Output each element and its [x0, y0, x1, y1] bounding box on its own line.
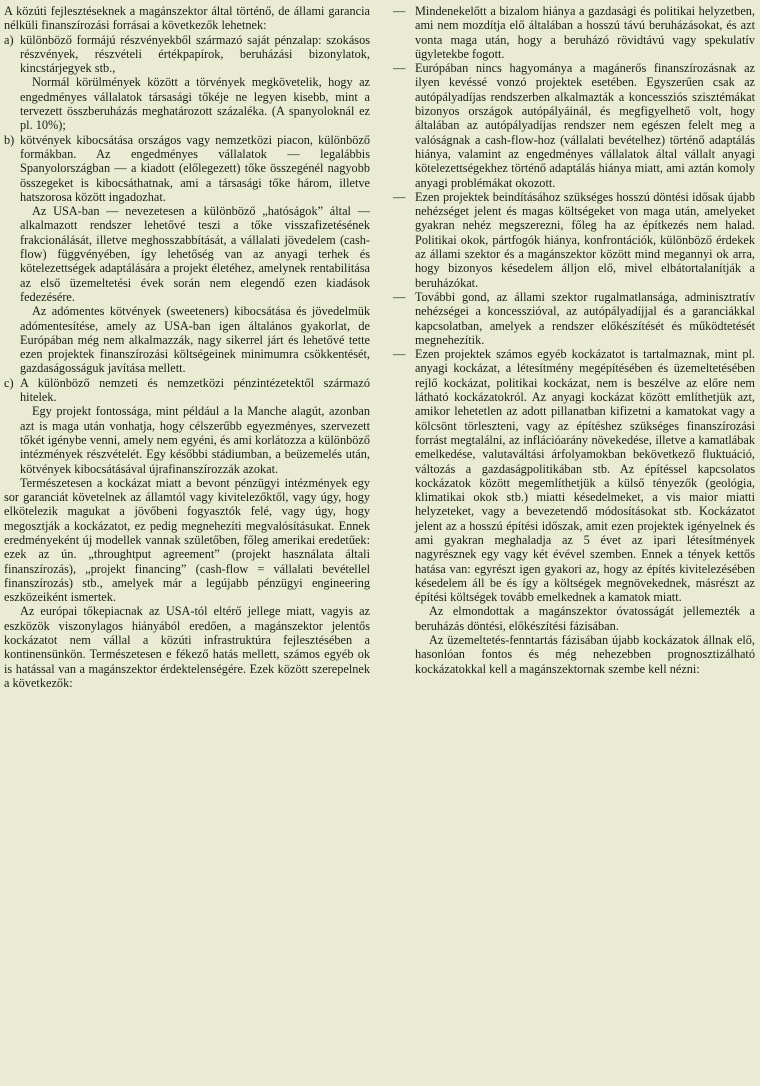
list-item-b: [4, 133, 370, 204]
dash-marker: —: [393, 189, 406, 204]
list-item-c: [4, 376, 370, 405]
right-paragraph-1: Az elmondottak a magánszektor óvatosságát jellemezték a beruházás döntési, előkészítési fázisában.: [415, 604, 755, 633]
dash-item-4: [393, 290, 755, 347]
dash-item-5: [393, 347, 755, 604]
dash-item-text: További gond, az állami szektor rugalmatlansága, adminisztratív nehézségei a koncesszióval, az autópályadíjjal és a garanciákkal kapcsolatban, amelyek a rendszer előkészítését és működtetését megnehezítik.: [415, 289, 755, 347]
list-item-text: kötvények kibocsátása országos vagy nemzetközi piacon, különböző formákban. Az engedményes vállalatok — legalábbis Spanyolországban — a kiadott (előlegezett) tőke összegénél nagyobb összegeket is kibocsáthatnak, ami a társasági tőke három, illetve hatszorosa között ingadozhat.: [20, 132, 370, 204]
body-paragraph-2: Az európai tőkepiacnak az USA-tól eltérő jellege miatt, vagyis az eszközök viszonylagos hiányából eredően, a magánszektor jelentős kockázatot nem vállal a közúti infrastruktúra fejlesztésében a kontinensünkön. Természetesen e fékező hatás mellett, számos egyéb ok is hatással van a magánszektor érdektelenségére. Ezek között szerepelnek a következők:: [4, 604, 370, 690]
right-paragraph-2: Az üzemeltetés-fenntartás fázisában újabb kockázatok állnak elő, hasonlóan fontos és még nehezebben prognosztizálható kockázatokkal kell a magánszektornak szembe kell nézni:: [415, 633, 755, 676]
dash-item-text: Ezen projektek beindításához szükséges hosszú döntési idősak újabb nehézséget jelent és magas költségeket von maga után, amelyeket gyakran nehéz megszerezni, főleg ha az építkezés nem halad. Politikai okok, pártfogók hiánya, konfrontációk, különböző érdekek az állami szektor és a magánszektor között mind megannyi ok arra, hogy bizonyos késedelem álljon elő, mivel elbátortalanítják a beruházókat.: [415, 189, 755, 290]
list-marker: c): [4, 375, 14, 390]
list-marker: a): [4, 32, 14, 47]
item-a-paragraph: Normál körülmények között a törvények megkövetelik, hogy az engedményes vállalatok társasági tőkéje ne legyen kisebb, mint a tervezett összberuházás meghatározott százaléka. (A spanyoloknál ez pl. 10%);: [20, 75, 370, 133]
item-b-paragraph-1: Az USA-ban — nevezetesen a különböző „hatóságok” által — alkalmazott rendszer lehetővé teszi a tőke visszafizetésének frakcionálását, illetve meghosszabbítását, a vállalati jövedelem (cash-flow) függvényében, így lehetőség van az anyagi terhek és kötelezettségek adaptálására a projekt életéhez, amelynek rentabilitása az első üzemeltetési évek során nem elegendő ezen kiadások fedezésére.: [20, 204, 370, 304]
dash-item-text: Európában nincs hagyománya a magánerős finanszírozásnak az ilyen kevéssé vonzó projektek esetében. Egyszerűen csak az autópályadíjas rendszerben alkalmazták a koncessziós szisztémákat bizonyos országok autópályáinál, és megfigyelhető volt, hogy általában az autópályadíjas rendszer nem egészen felelt meg a valóságnak a cash-flow-hoz (vállalati bevételhez) történő adaptálás hiánya, valamint az engedményes vállalatok által vállalt anyagi kötelezettségekhez történő adaptálás hiánya miatt, ami aztán komoly anyagi problémákat okozott.: [415, 61, 755, 190]
dash-marker: —: [393, 289, 406, 304]
right-column: [393, 4, 755, 676]
dash-marker: —: [393, 347, 406, 362]
intro-paragraph: A közúti fejlesztéseknek a magánszektor által történő, de állami garancia nélküli finanszírozási forrásai a következők lehetnek:: [4, 4, 370, 33]
left-column: [4, 4, 370, 690]
body-paragraph-1: Természetesen a kockázat miatt a bevont pénzügyi intézmények egy sor garanciát követelnek az államtól vagy kivitelezőktől, vagy úgy, hogy elkötelezik magukat a jövőbeni fogyasztók felé, vagy úgy, hogy megosztják a kockázatot, ez pedig megnehezíti megvalósításukat. Ennek eredményeként új modellek vannak születőben, főleg amerikai eredetűek: ezek az ún. „throughtput agreement” (projekt használata általi finanszírozás), „projekt financing” (cash-flow = vállalati bevétellel finanszírozás) stb., amelyek már a legújabb pénzügyi engineering eszközeiként ismertek.: [4, 475, 370, 605]
dash-marker: —: [393, 61, 406, 76]
dash-item-3: [393, 190, 755, 290]
dash-item-1: [393, 4, 755, 61]
dash-item-text: Ezen projektek számos egyéb kockázatot is tartalmaznak, mint pl. anyagi kockázat, a létesítmény megépítésében és üzemeltetésében rejlő kockázat, politikai kockázat, nem is beszélve az előre nem látható kockázatokról. Az anyagi kockázat között említhetjük azt, amikor lehetetlen az adott pillanatban kifizetni a kamatokat vagy a kölcsönt törleszteni, vagy az építéshez szükséges finanszírozási forrást megtalálni, az inflációarány növekedése, illetve a kamatlábak emelkedése, valutaváltási árfolyamokban bekövetkező fluktuáció, változás a gazdaságpolitikában stb. Az építéssel kapcsolatos kockázatok között megemlíthetjük a külső tényezők (geológia, klimatikai okok stb.) miatti késedelmeket, a vis maior miatti helyzeteket, vagy a bevezetendő módosításokat stb. Kockázatot jelent az a hosszú építési időszak, amit ezen projektek igényelnek és ami gyakran meghaladja az 5 évet az ipari létesítmények nagyrésznek egy vagy két évével szemben. Ennek a tények kettős hatása van: egyrészt igen gyakori az, hogy az építés kivitelezésében késedelem áll be és így a költségek megnövekednek, másrészt az építési költségek tovább emelkednek a kamatok miatt.: [415, 347, 755, 605]
dash-marker: —: [393, 4, 406, 18]
list-item-text: különböző formájú részvényekből származó saját pénzalap: szokásos részvények, részvételi értékpapírok, beruházási bizonylatok, kincstárjegyek stb.,: [20, 32, 370, 76]
dash-item-text: Mindenekelőtt a bizalom hiánya a gazdasági és politikai helyzetben, ami nem mozdítja elő általában a hosszú távú beruházásokat, és azt vonta maga után, hogy a beruházó rövidtávú vagy spekulatív ügyletekbe fogott.: [415, 4, 755, 61]
list-item-text: A különböző nemzeti és nemzetközi pénzintézetektől származó hitelek.: [20, 375, 370, 405]
list-item-a: [4, 33, 370, 76]
item-c-paragraph: Egy projekt fontossága, mint például a la Manche alagút, azonban azt is maga után vonhatja, hogy célszerűbb egyezményes, szervezett tőkét igénybe venni, amely nem egyéni, és ami korlátozza a különböző intézmények részvételét. Egy későbbi stádiumban, a beüzemelés után, kötvények kibocsátásával újrafinanszírozzák azokat.: [20, 404, 370, 476]
list-marker: b): [4, 132, 15, 147]
dash-item-2: [393, 61, 755, 190]
item-b-paragraph-2: Az adómentes kötvények (sweeteners) kibocsátása és jövedelmük adómentesítése, amely az USA-ban igen általános gyakorlat, de Európában még nem alkalmazzák, nagy sikerrel járt és lehetővé tette ezen projektek finanszírozási költségeinek minimumra csökkentését, gazdaságosságuk javítása mellett.: [20, 304, 370, 376]
